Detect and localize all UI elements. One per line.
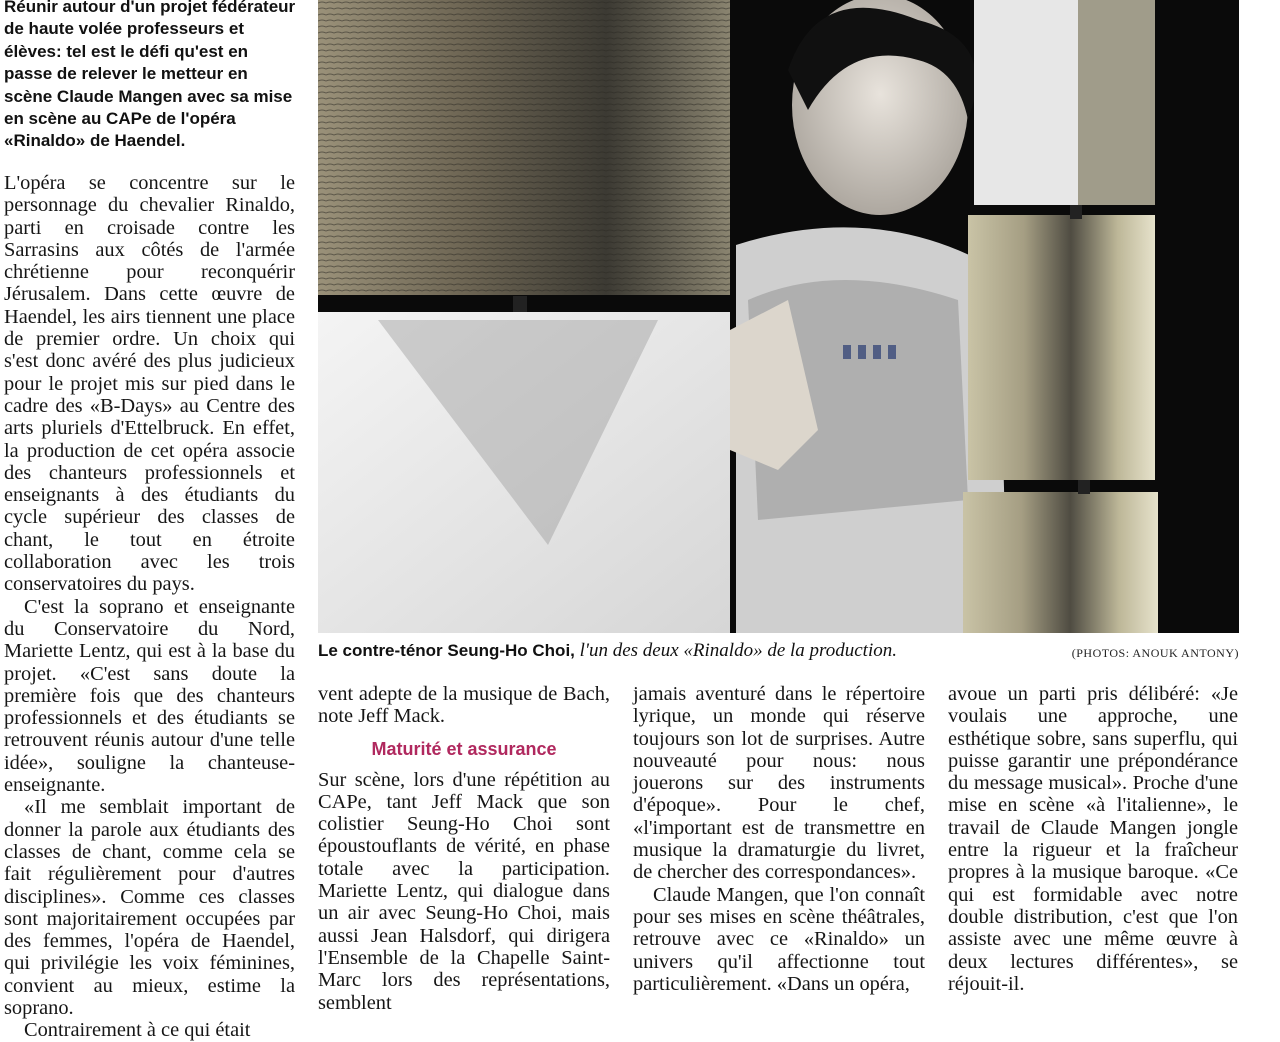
paragraph: Contrairement à ce qui était	[24, 1019, 251, 1042]
photo-credit: (PHOTOS: ANOUK ANTONY)	[1071, 646, 1239, 660]
caption-italic: l'un des deux «Rinaldo» de la production.	[574, 640, 897, 661]
paragraph: Sur scène, lors d'une répétition au CAPe, tant Jeff Mack que son colistier Seung-Ho Choi sont époustouflants de vérité, en phase totale avec la participation. Mariette Lentz, qui dialogue dans un air avec Seung-Ho Choi, mais aussi Jean Halsdorf, qui dirigera l'Ensemble de la Chapelle Saint-Marc lors des représentations, semblent	[318, 768, 610, 1014]
paragraph: Claude Mangen, que l'on connaît pour ses mises en scène théâtrales, retrouve avec ce «Rinaldo» un univers qu'il affectionne tout particulièrement. «Dans un opéra,	[633, 883, 925, 995]
photo-caption	[318, 640, 998, 662]
paragraph: C'est la soprano et enseignante du Conservatoire du Nord, Mariette Lentz, qui est à la base du projet. «C'est sans doute la première fois que des chanteurs professionnels et des étudiants se retrouvent réunis autour d'une telle idée», souligne la chanteuse-enseignante.	[4, 595, 295, 797]
stage-photo-illustration	[318, 0, 1239, 633]
paragraph: «Il me semblait important de donner la parole aux étudiants des classes de chant, comme cela se fait régulièrement pour d'autres disciplines». Comme ces classes sont majoritairement occupées par des femmes, l'opéra de Haendel, qui privilégie les voix féminines, convient au mieux, estime la soprano.	[4, 796, 295, 1019]
lead-paragraph: Réunir autour d'un projet fédérateur de haute volée professeurs et élèves: tel est le défi qu'est en passe de relever le metteur en scène Claude Mangen avec sa mise en scène au CAPe de l'opéra «Rinaldo» de Haendel.	[4, 0, 296, 151]
article-column-4	[948, 683, 1238, 995]
paragraph: avoue un parti pris délibéré: «Je voulais une approche, une esthétique sobre, sans superflu, qui puisse garantir une prépondérance du message musical». Proche d'une mise en scène «à l'italienne», le travail de Claude Mangen jongle entre la rigueur et la fraîcheur propres à la musique baroque. «Ce qui est formidable avec notre double distribution, c'est que l'on assiste avec une même œuvre à deux lectures différentes», se réjouit-il.	[948, 683, 1238, 995]
article-column-1	[4, 172, 295, 1042]
paragraph: vent adepte de la musique de Bach, note Jeff Mack.	[318, 683, 610, 728]
article-column-2	[318, 683, 610, 1014]
article-photo	[318, 0, 1239, 633]
article-column-3	[633, 683, 925, 995]
caption-bold: Le contre-ténor Seung-Ho Choi,	[318, 641, 575, 660]
paragraph: L'opéra se concentre sur le personnage du chevalier Rinaldo, parti en croisade contre les Sarrasins aux côtés de l'armée chrétienne pour reconquérir Jérusalem. Dans cette œuvre de Haendel, les airs tiennent une place de premier ordre. Un choix qui s'est donc avéré des plus judicieux pour le projet mis sur pied dans le cadre des «B-Days» au Centre des arts pluriels d'Ettelbruck. En effet, la production de cet opéra associe des chanteurs professionnels et enseignants à des étudiants du cycle supérieur des classes de chant, le tout en étroite collaboration avec les trois conservatoires du pays.	[4, 172, 295, 596]
paragraph: jamais aventuré dans le répertoire lyrique, un monde qui réserve toujours son lot de surprises. Autre nouveauté pour nous: nous jouerons sur des instruments d'époque». Pour le chef, «l'important est de transmettre en musique la dramaturgie du livret, de chercher des correspondances».	[633, 683, 925, 884]
subheading: Maturité et assurance	[371, 738, 557, 759]
